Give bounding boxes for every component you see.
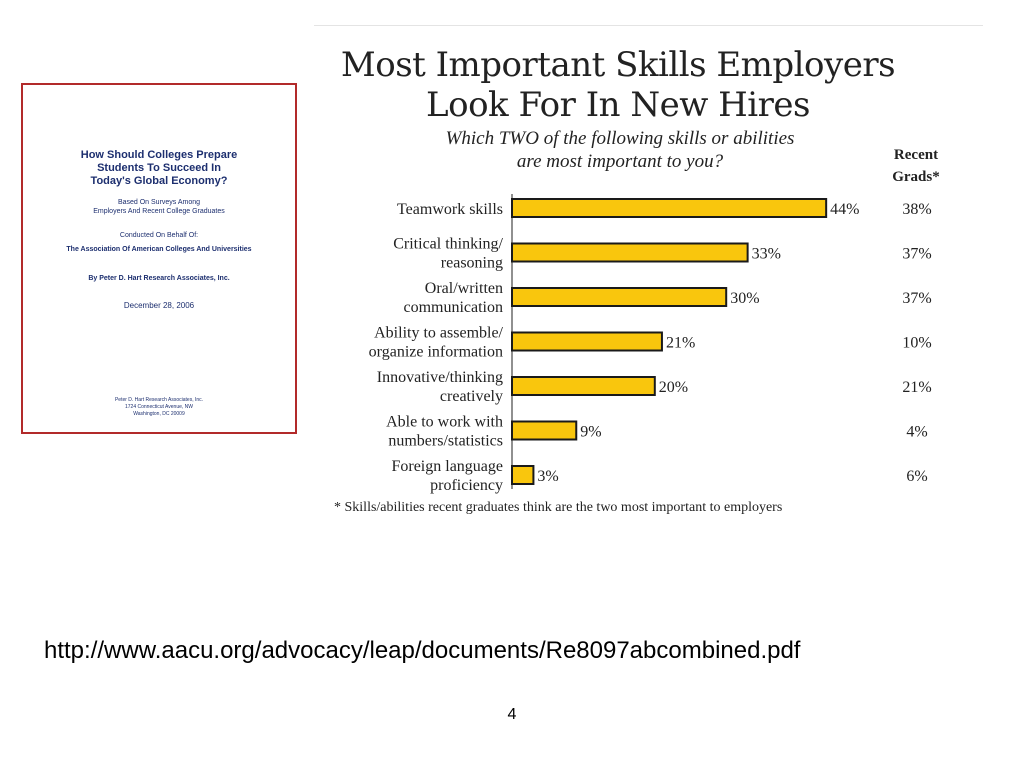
bar xyxy=(512,288,726,306)
recent-grads-value: 37% xyxy=(902,245,932,263)
category-label: reasoning xyxy=(440,254,503,272)
cover-conducted-label: Conducted On Behalf Of: xyxy=(119,232,199,239)
category-label: Foreign language xyxy=(391,458,503,475)
category-label: Teamwork skills xyxy=(397,201,503,218)
bar-value-label: 9% xyxy=(580,423,602,441)
bar-value-label: 3% xyxy=(537,468,559,485)
bar-value-label: 44% xyxy=(830,201,860,218)
chart-title-line-1: Most Important Skills Employers xyxy=(340,45,896,85)
recent-grads-header-line-2: Grads* xyxy=(892,169,940,185)
chart-footnote: * Skills/abilities recent graduates think are the two most important to employers xyxy=(334,500,783,515)
page-number: 4 xyxy=(507,706,517,723)
category-label: numbers/statistics xyxy=(388,432,503,450)
chart-subtitle-line-1: Which TWO of the following skills or abilities xyxy=(445,128,795,149)
category-label: organize information xyxy=(368,343,503,361)
recent-grads-value: 37% xyxy=(902,290,932,307)
category-label: Critical thinking/ xyxy=(393,235,503,253)
cover-heading-line: How Should Colleges Prepare xyxy=(80,149,238,161)
cover-address-line: Washington, DC 20009 xyxy=(133,411,185,417)
chart-subtitle-line-2: are most important to you? xyxy=(516,151,724,172)
category-label: Innovative/thinking xyxy=(376,369,503,386)
cover-heading-line: Today's Global Economy? xyxy=(90,175,228,187)
cover-date: December 28, 2006 xyxy=(123,301,195,310)
category-label: Ability to assemble/ xyxy=(374,324,503,342)
cover-address-line: Peter D. Hart Research Associates, Inc. xyxy=(114,397,204,403)
cover-author: By Peter D. Hart Research Associates, Inc. xyxy=(88,275,230,282)
source-url-link[interactable]: http://www.aacu.org/advocacy/leap/documents/Re8097abcombined.pdf xyxy=(44,637,801,664)
bar xyxy=(512,244,748,262)
bar-value-label: 30% xyxy=(730,290,760,307)
bar-value-label: 33% xyxy=(751,245,781,263)
recent-grads-value: 10% xyxy=(902,334,932,352)
cover-address-line: 1724 Connecticut Avenue, NW xyxy=(124,404,193,410)
recent-grads-header-line-1: Recent xyxy=(893,147,939,163)
category-label: communication xyxy=(403,299,503,316)
bar-value-label: 21% xyxy=(665,334,696,352)
cover-based-on-line: Employers And Recent College Graduates xyxy=(93,208,225,215)
bar-value-label: 20% xyxy=(658,379,689,396)
recent-grads-value: 38% xyxy=(902,201,932,218)
recent-grads-value: 6% xyxy=(906,468,928,485)
cover-heading-line: Students To Succeed In xyxy=(97,162,221,174)
category-label: proficiency xyxy=(430,477,503,494)
bar xyxy=(512,333,662,351)
bar xyxy=(512,377,655,395)
recent-grads-value: 21% xyxy=(902,379,932,396)
cover-based-on-line: Based On Surveys Among xyxy=(117,199,201,206)
recent-grads-value: 4% xyxy=(906,423,928,441)
category-label: Able to work with xyxy=(386,413,503,431)
bar xyxy=(512,422,576,440)
category-label: creatively xyxy=(439,388,503,405)
chart-title-line-2: Look For In New Hires xyxy=(426,85,810,125)
bar xyxy=(512,466,533,484)
bar xyxy=(512,199,826,217)
category-label: Oral/written xyxy=(424,280,503,297)
cover-organization: The Association Of American Colleges And Universities xyxy=(66,246,252,253)
